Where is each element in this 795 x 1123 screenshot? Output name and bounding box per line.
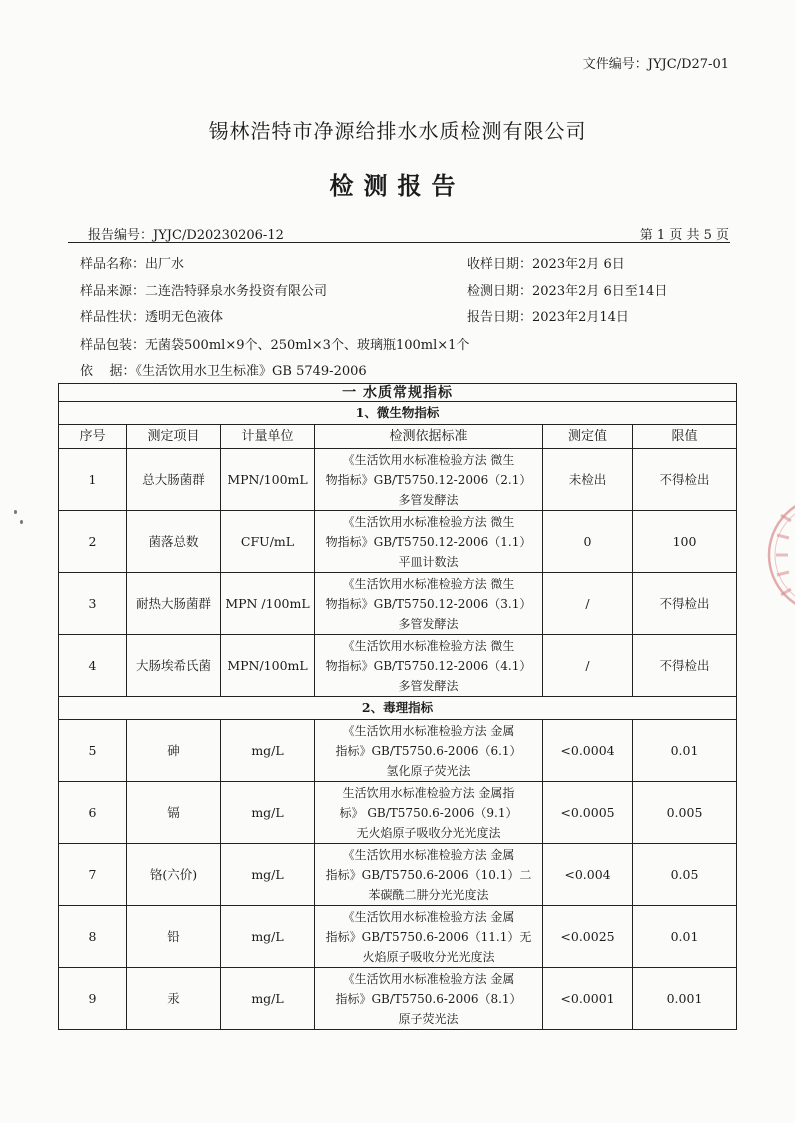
row-number: 4 bbox=[59, 635, 127, 697]
limit-value: 0.01 bbox=[633, 906, 737, 968]
red-seal-stamp bbox=[763, 455, 795, 655]
measured-value: 0 bbox=[543, 511, 633, 573]
column-header: 限值 bbox=[633, 425, 737, 449]
test-item: 镉 bbox=[127, 782, 221, 844]
column-header: 序号 bbox=[59, 425, 127, 449]
measured-value: <0.0004 bbox=[543, 720, 633, 782]
source-label: 样品来源： bbox=[80, 284, 146, 299]
sample-name-row bbox=[80, 253, 184, 272]
test-date-label: 检测日期： bbox=[467, 284, 533, 299]
source: 二连浩特驿泉水务投资有限公司 bbox=[145, 284, 328, 299]
method-standard bbox=[315, 449, 543, 511]
row-number: 6 bbox=[59, 782, 127, 844]
method-standard bbox=[315, 782, 543, 844]
sample-name: 出厂水 bbox=[145, 257, 185, 272]
unit: MPN/100mL bbox=[221, 635, 315, 697]
measured-value: <0.004 bbox=[543, 844, 633, 906]
method-line: 无火焰原子吸收分光光度法 bbox=[356, 825, 501, 840]
method-line: 物指标》GB/T5750.12-2006（4.1） bbox=[325, 658, 532, 673]
basis: 《生活饮用水卫生标准》GB 5749-2006 bbox=[135, 364, 367, 379]
row-number: 9 bbox=[59, 968, 127, 1030]
limit-value: 0.005 bbox=[633, 782, 737, 844]
method-standard bbox=[315, 573, 543, 635]
method-line: 多管发酵法 bbox=[398, 492, 459, 507]
table-row bbox=[59, 906, 737, 968]
page-info: 第 1 页 共 5 页 bbox=[639, 228, 729, 243]
limit-value: 0.01 bbox=[633, 720, 737, 782]
company-name: 锡林浩特市净源给排水水质检测有限公司 bbox=[208, 119, 587, 143]
source-row bbox=[80, 280, 327, 299]
method-line: 《生活饮用水标准检验方法 微生 bbox=[342, 638, 515, 653]
limit-value: 不得检出 bbox=[633, 635, 737, 697]
method-line: 《生活饮用水标准检验方法 金属 bbox=[342, 909, 515, 924]
group-row bbox=[59, 402, 737, 425]
sample-name-label: 样品名称： bbox=[80, 257, 146, 272]
test-item: 总大肠菌群 bbox=[127, 449, 221, 511]
report-date-row bbox=[467, 306, 629, 325]
method-line: 物指标》GB/T5750.12-2006（3.1） bbox=[325, 596, 532, 611]
table-row bbox=[59, 968, 737, 1030]
limit-value: 100 bbox=[633, 511, 737, 573]
section-row bbox=[59, 384, 737, 402]
section-title: 一 水质常规指标 bbox=[59, 384, 737, 402]
row-number: 7 bbox=[59, 844, 127, 906]
method-line: 指标》GB/T5750.6-2006（6.1） bbox=[335, 743, 522, 758]
method-line: 《生活饮用水标准检验方法 微生 bbox=[342, 576, 515, 591]
test-item: 大肠埃希氏菌 bbox=[127, 635, 221, 697]
report-date: 2023年2月14日 bbox=[532, 310, 629, 325]
test-item: 耐热大肠菌群 bbox=[127, 573, 221, 635]
limit-value: 0.05 bbox=[633, 844, 737, 906]
method-line: 《生活饮用水标准检验方法 金属 bbox=[342, 971, 515, 986]
method-line: 平皿计数法 bbox=[398, 554, 459, 569]
receipt-date: 2023年2月 6日 bbox=[532, 257, 625, 272]
method-line: 多管发酵法 bbox=[398, 616, 459, 631]
method-standard bbox=[315, 511, 543, 573]
unit: mg/L bbox=[221, 782, 315, 844]
test-date: 2023年2月 6日至14日 bbox=[532, 284, 668, 299]
basis-label: 依 据： bbox=[80, 364, 136, 379]
method-line: 《生活饮用水标准检验方法 微生 bbox=[342, 452, 515, 467]
method-line: 《生活饮用水标准检验方法 微生 bbox=[342, 514, 515, 529]
test-item: 汞 bbox=[127, 968, 221, 1030]
column-header: 测定项目 bbox=[127, 425, 221, 449]
method-standard bbox=[315, 720, 543, 782]
method-line: 生活饮用水标准检验方法 金属指 bbox=[342, 785, 515, 800]
table-row bbox=[59, 635, 737, 697]
measured-value: <0.0001 bbox=[543, 968, 633, 1030]
unit: MPN/100mL bbox=[221, 449, 315, 511]
group-title: 2、毒理指标 bbox=[59, 697, 737, 720]
receipt-date-row bbox=[467, 253, 625, 272]
unit: mg/L bbox=[221, 720, 315, 782]
column-header: 测定值 bbox=[543, 425, 633, 449]
file-number: 文件编号：JYJC/D27-01 bbox=[582, 57, 729, 72]
report-title: 检测报告 bbox=[329, 171, 466, 200]
unit: mg/L bbox=[221, 968, 315, 1030]
unit: MPN /100mL bbox=[221, 573, 315, 635]
unit: mg/L bbox=[221, 844, 315, 906]
header-divider bbox=[68, 242, 730, 243]
basis-row bbox=[80, 360, 367, 379]
header-row bbox=[59, 425, 737, 449]
report-number: 报告编号：JYJC/D20230206-12 bbox=[88, 228, 284, 243]
method-line: 《生活饮用水标准检验方法 金属 bbox=[342, 723, 515, 738]
test-item: 砷 bbox=[127, 720, 221, 782]
unit: CFU/mL bbox=[221, 511, 315, 573]
row-number: 1 bbox=[59, 449, 127, 511]
scan-speck bbox=[14, 510, 17, 514]
test-date-row bbox=[467, 280, 667, 299]
method-line: 氢化原子荧光法 bbox=[386, 763, 471, 778]
package: 无菌袋500ml×9个、250ml×3个、玻璃瓶100ml×1个 bbox=[145, 338, 470, 353]
property-row bbox=[80, 306, 223, 325]
limit-value: 不得检出 bbox=[633, 449, 737, 511]
method-line: 标》 GB/T5750.6-2006（9.1） bbox=[339, 805, 518, 820]
package-label: 样品包装： bbox=[80, 338, 146, 353]
method-standard bbox=[315, 968, 543, 1030]
limit-value: 不得检出 bbox=[633, 573, 737, 635]
group-row bbox=[59, 697, 737, 720]
test-item: 铬(六价) bbox=[127, 844, 221, 906]
measured-value: <0.0025 bbox=[543, 906, 633, 968]
measured-value: / bbox=[543, 573, 633, 635]
column-header: 检测依据标准 bbox=[315, 425, 543, 449]
method-line: 物指标》GB/T5750.12-2006（2.1） bbox=[325, 472, 532, 487]
measured-value: / bbox=[543, 635, 633, 697]
method-line: 指标》GB/T5750.6-2006（10.1）二 bbox=[325, 867, 532, 882]
table-row bbox=[59, 573, 737, 635]
package-row bbox=[80, 334, 469, 353]
row-number: 8 bbox=[59, 906, 127, 968]
scan-speck bbox=[20, 520, 23, 524]
method-line: 原子荧光法 bbox=[398, 1011, 459, 1026]
column-header: 计量单位 bbox=[221, 425, 315, 449]
method-line: 指标》GB/T5750.6-2006（8.1） bbox=[335, 991, 522, 1006]
method-line: 多管发酵法 bbox=[398, 678, 459, 693]
method-line: 火焰原子吸收分光光度法 bbox=[362, 949, 495, 964]
property-label: 样品性状： bbox=[80, 310, 146, 325]
method-standard bbox=[315, 906, 543, 968]
method-standard bbox=[315, 635, 543, 697]
table-row bbox=[59, 782, 737, 844]
results-table-body bbox=[59, 384, 737, 1030]
table-row bbox=[59, 511, 737, 573]
test-item: 菌落总数 bbox=[127, 511, 221, 573]
row-number: 5 bbox=[59, 720, 127, 782]
report-date-label: 报告日期： bbox=[467, 310, 533, 325]
receipt-date-label: 收样日期： bbox=[467, 257, 533, 272]
test-item: 铅 bbox=[127, 906, 221, 968]
method-line: 物指标》GB/T5750.12-2006（1.1） bbox=[325, 534, 532, 549]
measured-value: 未检出 bbox=[543, 449, 633, 511]
table-row bbox=[59, 844, 737, 906]
table-row bbox=[59, 720, 737, 782]
method-line: 指标》GB/T5750.6-2006（11.1）无 bbox=[325, 929, 532, 944]
limit-value: 0.001 bbox=[633, 968, 737, 1030]
unit: mg/L bbox=[221, 906, 315, 968]
row-number: 3 bbox=[59, 573, 127, 635]
row-number: 2 bbox=[59, 511, 127, 573]
table-row bbox=[59, 449, 737, 511]
method-line: 《生活饮用水标准检验方法 金属 bbox=[342, 847, 515, 862]
property: 透明无色液体 bbox=[145, 310, 224, 325]
method-line: 苯碳酰二肼分光光度法 bbox=[368, 887, 489, 902]
group-title: 1、微生物指标 bbox=[59, 402, 737, 425]
method-standard bbox=[315, 844, 543, 906]
measured-value: <0.0005 bbox=[543, 782, 633, 844]
results-table bbox=[58, 383, 737, 1030]
